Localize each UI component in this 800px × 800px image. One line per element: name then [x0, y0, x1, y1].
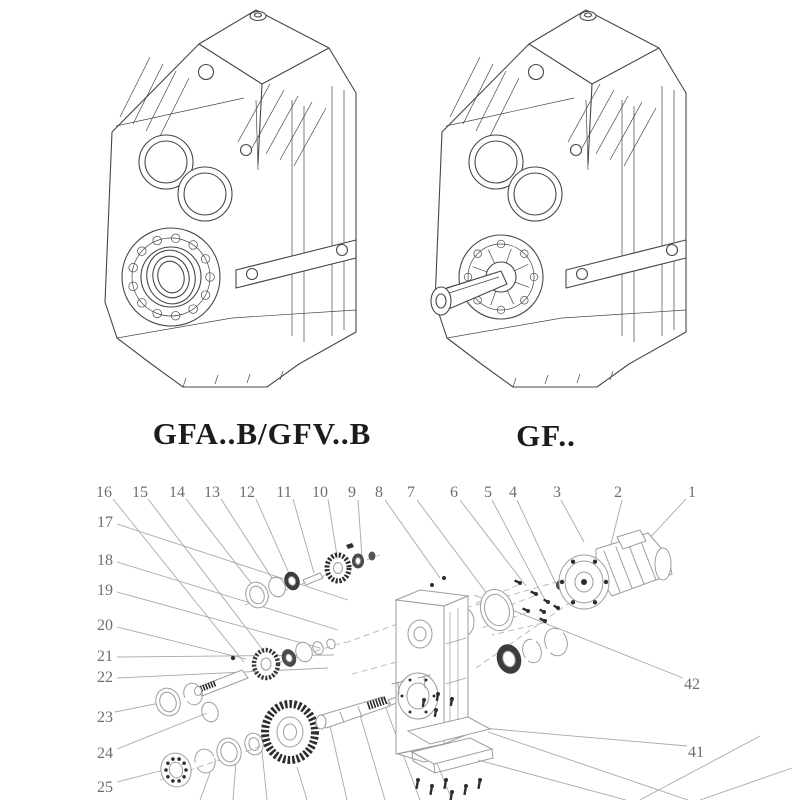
- callout-11: 11: [276, 484, 292, 501]
- callout-13: 13: [204, 484, 220, 501]
- part-shaft-section: [303, 573, 323, 585]
- leader-line: [492, 500, 545, 600]
- figure-right-label: GF..: [516, 418, 576, 453]
- bolt-head: [450, 697, 454, 701]
- callout-16: 16: [96, 484, 112, 501]
- shaft-end-face: [431, 287, 451, 315]
- part-spacer: [326, 638, 337, 650]
- flange-bolt: [560, 580, 564, 584]
- callout-4: 4: [509, 484, 517, 501]
- bearing-ball: [164, 768, 168, 772]
- bolt-head: [542, 610, 546, 614]
- callout-17: 17: [97, 514, 113, 531]
- callout-24: 24: [97, 745, 113, 762]
- leader-line: [646, 499, 686, 542]
- callout-7: 7: [407, 484, 415, 501]
- bolt-head: [444, 778, 448, 782]
- callout-23: 23: [97, 709, 113, 726]
- leader-line: [186, 499, 258, 592]
- exploded-parts: [152, 530, 672, 800]
- callout-41: 41: [688, 744, 704, 761]
- motor-shaft-end: [581, 579, 587, 585]
- part-pinion-gear: [327, 555, 349, 581]
- boss-bolt: [425, 678, 428, 681]
- part-ring: [293, 640, 315, 664]
- bearing-ball: [171, 757, 175, 761]
- bearing-ball: [177, 757, 181, 761]
- bolt-head: [416, 778, 420, 782]
- callout-20: 20: [97, 617, 113, 634]
- leader-line: [517, 500, 556, 584]
- callout-5: 5: [484, 484, 492, 501]
- callout-1: 1: [688, 484, 696, 501]
- boss-bolt: [401, 695, 404, 698]
- leader-line: [200, 773, 210, 800]
- part-snap-ring: [520, 637, 545, 665]
- leader-line: [328, 499, 338, 562]
- motor-end-cap: [655, 548, 671, 580]
- leader-line: [417, 500, 491, 599]
- bearing-ball: [184, 768, 188, 772]
- leader-line: [460, 500, 526, 586]
- bolt-head: [556, 606, 560, 610]
- bolt-head: [546, 600, 550, 604]
- leader-line: [117, 524, 348, 600]
- figure-right-solid-shaft-unit: [431, 10, 686, 387]
- bolt-head: [526, 609, 530, 613]
- part-flange-gasket: [475, 585, 518, 635]
- leader-line: [117, 668, 328, 678]
- bolt-head: [464, 784, 468, 788]
- bolt-head: [430, 784, 434, 788]
- part-intermediate-gear: [254, 650, 278, 678]
- callout-15: 15: [132, 484, 148, 501]
- leader-line: [561, 500, 584, 542]
- part-cup-seal: [242, 579, 272, 611]
- leader-line: [117, 713, 207, 749]
- bearing-ball: [182, 775, 186, 779]
- callout-6: 6: [450, 484, 458, 501]
- flange-bolt: [571, 559, 575, 563]
- part-oil-seal: [152, 685, 184, 720]
- part-nut: [369, 552, 376, 561]
- hollow-output-flange: [122, 228, 220, 326]
- bolt-head: [534, 592, 538, 596]
- part-set-screw: [231, 656, 235, 660]
- leader-line: [700, 768, 792, 800]
- housing-body: [105, 10, 356, 387]
- bearing-ball: [166, 775, 170, 779]
- solid-shaft-flange: [431, 235, 543, 319]
- housing-top-bolt: [442, 576, 446, 580]
- callout-9: 9: [348, 484, 356, 501]
- leader-line: [358, 500, 362, 557]
- leader-line: [297, 767, 307, 800]
- bolt-head: [436, 692, 440, 696]
- bolt-head: [518, 581, 522, 585]
- callout-8: 8: [375, 484, 383, 501]
- callout-10: 10: [312, 484, 328, 501]
- callout-19: 19: [97, 582, 113, 599]
- exploded-view: [96, 484, 792, 800]
- boss-bolt: [425, 711, 428, 714]
- bolt-head: [543, 619, 547, 623]
- bearing-ball: [177, 779, 181, 783]
- leader-line: [117, 562, 338, 630]
- flange-bolt: [604, 580, 608, 584]
- part-key: [346, 543, 354, 549]
- callout-42: 42: [684, 676, 700, 693]
- callout-21: 21: [97, 648, 113, 665]
- leader-line: [478, 760, 626, 800]
- leader-line: [385, 500, 440, 578]
- callout-18: 18: [97, 552, 113, 569]
- figure-left-label: GFA..B/GFV..B: [152, 416, 372, 451]
- callout-22: 22: [97, 669, 113, 686]
- flange-bolt: [593, 559, 597, 563]
- part-motor: [559, 530, 672, 609]
- leader-line: [233, 761, 236, 800]
- housing-output-boss: [398, 673, 438, 719]
- part-washer: [311, 640, 325, 656]
- part-circlip: [192, 747, 218, 775]
- housing-top-bolt: [430, 583, 434, 587]
- leader-line: [221, 499, 277, 586]
- callout-14: 14: [169, 484, 185, 501]
- callout-12: 12: [239, 484, 255, 501]
- leader-line: [330, 726, 347, 800]
- leader-line: [293, 499, 314, 573]
- callout-25: 25: [97, 779, 113, 796]
- leader-line: [117, 592, 320, 648]
- boss-bolt: [433, 695, 436, 698]
- flange-bolt: [593, 600, 597, 604]
- part-shim: [199, 700, 221, 724]
- leader-line: [482, 728, 687, 746]
- figure-left-hollow-shaft-unit: [105, 10, 356, 387]
- callout-2: 2: [614, 484, 622, 501]
- part-output-gear: [265, 704, 315, 760]
- bearing-ball: [182, 761, 186, 765]
- leader-line: [117, 627, 246, 659]
- bolt-head: [434, 708, 438, 712]
- callout-3: 3: [553, 484, 561, 501]
- bolt-head: [450, 790, 454, 794]
- part-group-upper-shaft: [242, 543, 375, 611]
- boss-bolt: [409, 711, 412, 714]
- flange-bolt: [571, 600, 575, 604]
- part-seal-ring: [214, 735, 244, 768]
- bolt-head: [478, 778, 482, 782]
- leader-line: [256, 499, 292, 580]
- part-group-motor-side: [475, 580, 570, 677]
- part-group-output-shaft: [157, 696, 403, 790]
- boss-bolt: [409, 678, 412, 681]
- bearing-ball: [166, 761, 170, 765]
- part-snap-ring-large: [541, 625, 571, 658]
- bolt-head: [422, 698, 426, 702]
- leader-line: [360, 715, 385, 800]
- housing-body: [435, 10, 686, 387]
- assembly-bolts: [515, 580, 560, 623]
- housing-upper-boss: [408, 620, 432, 648]
- leader-line: [262, 751, 267, 800]
- bearing-ball: [171, 779, 175, 783]
